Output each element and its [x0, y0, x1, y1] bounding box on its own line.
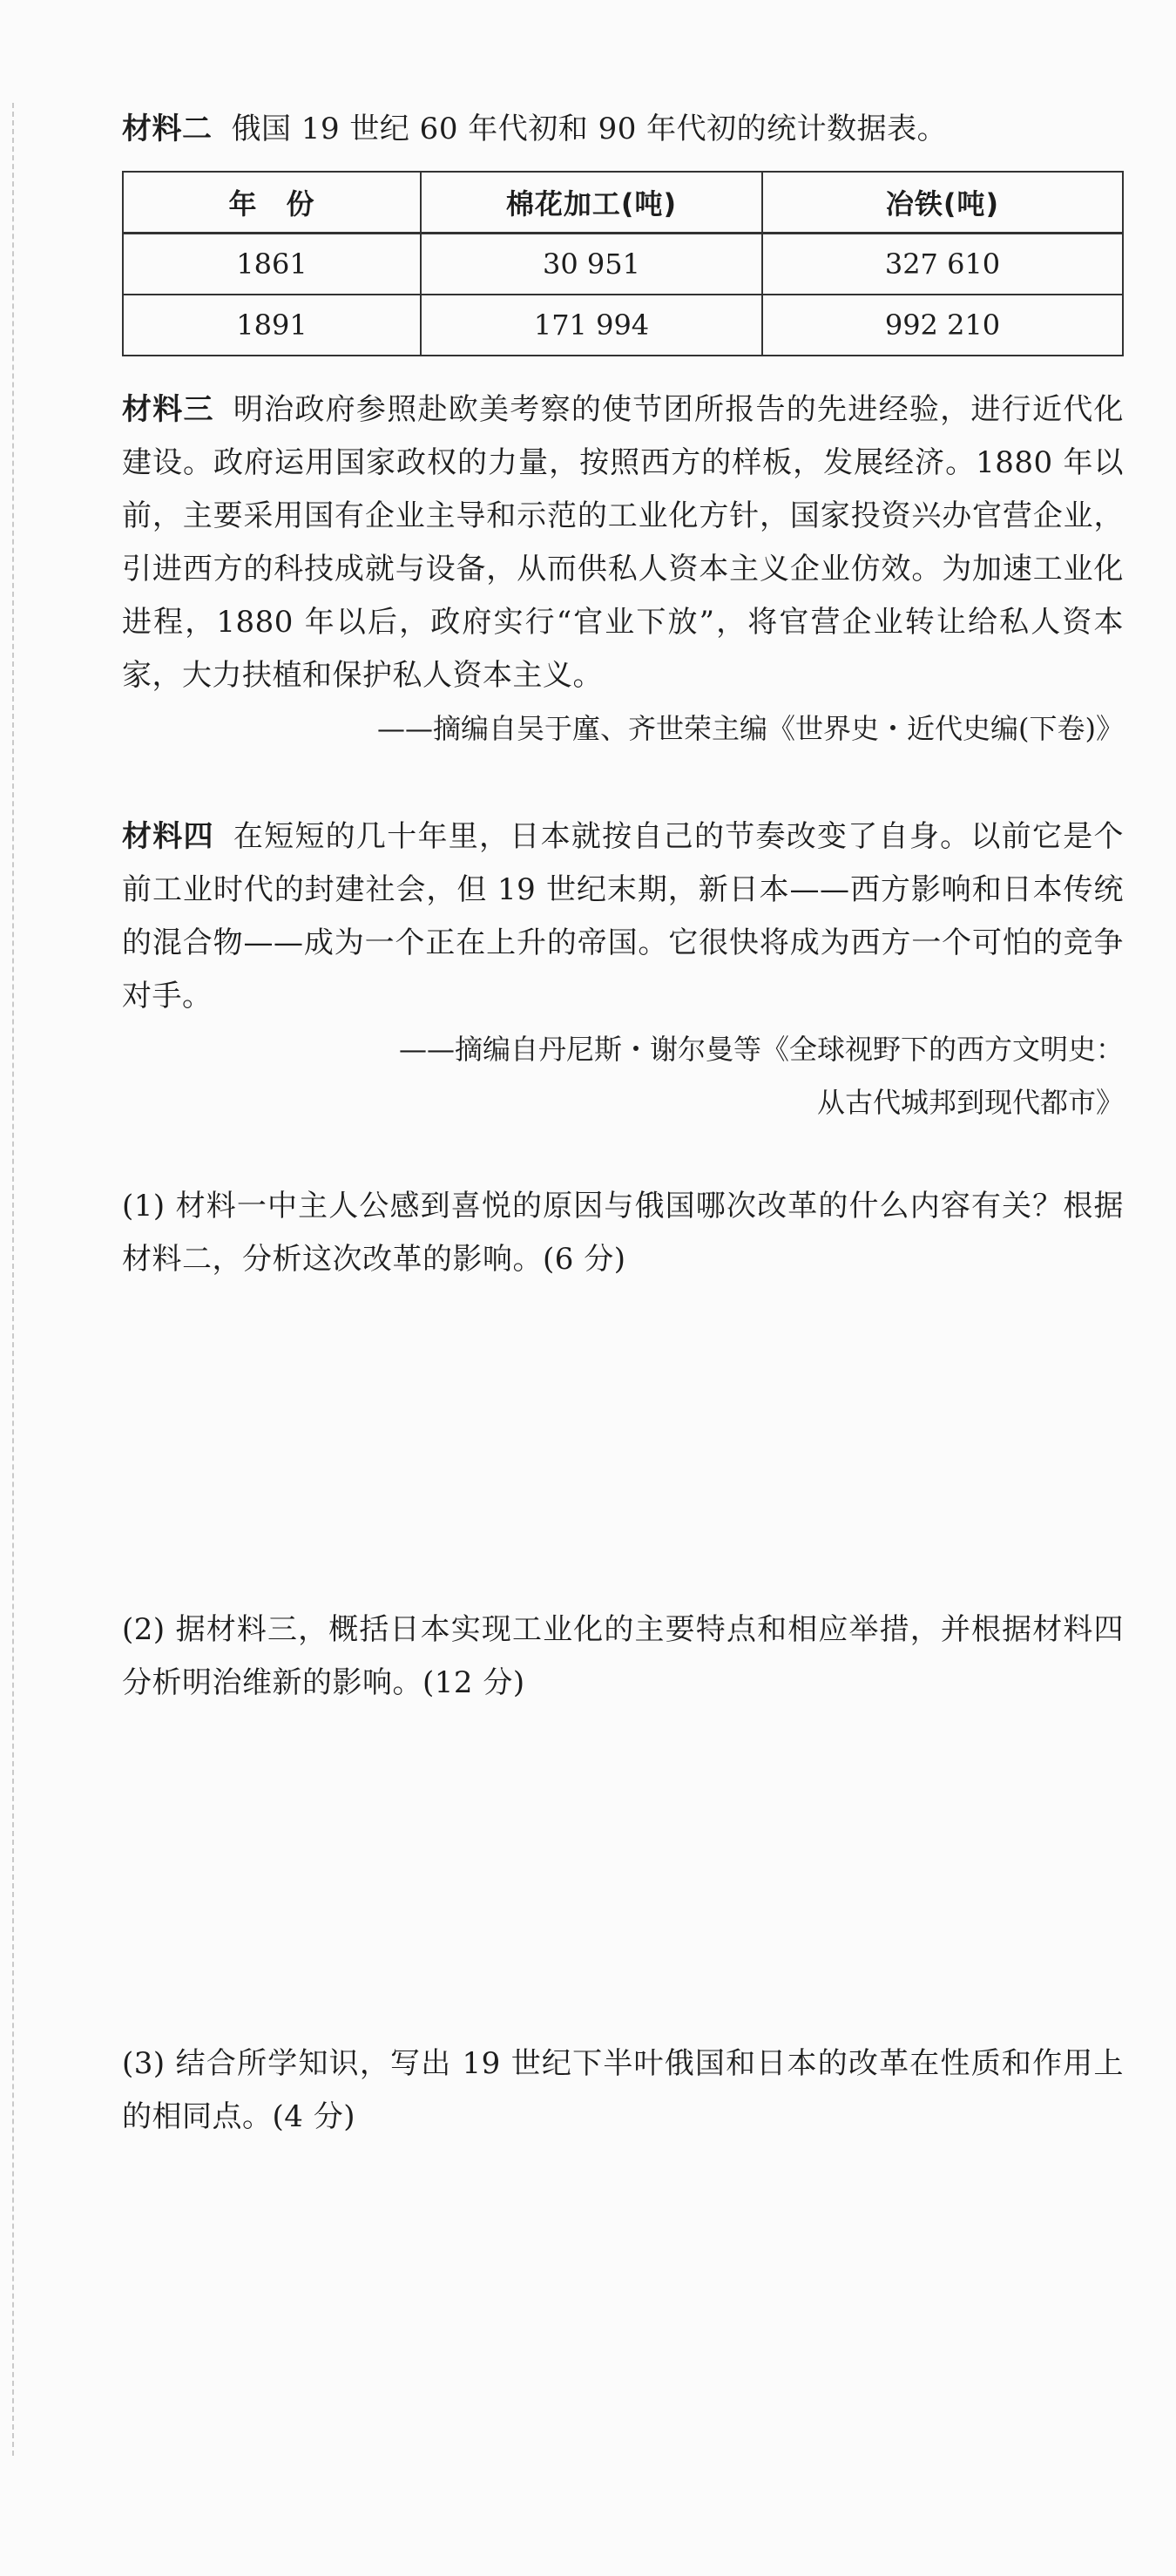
question-1-text: (1) 材料一中主人公感到喜悦的原因与俄国哪次改革的什么内容有关？根据材料二，分析这次改革的影响。(6 分) — [122, 1189, 1124, 1277]
question-3-text: (3) 结合所学知识，写出 19 世纪下半叶俄国和日本的改革在性质和作用上的相同点。(4 分) — [122, 2046, 1124, 2134]
header-cotton: 棉花加工(吨) — [421, 172, 762, 234]
material-4-source-line2: 从古代城邦到现代都市》 — [816, 1086, 1124, 1119]
question-2-text: (2) 据材料三，概括日本实现工业化的主要特点和相应举措，并根据材料四分析明治维新的影响。(12 分) — [122, 1612, 1124, 1700]
material-3 — [122, 383, 1124, 756]
material-4 — [122, 810, 1124, 1129]
table-cell: 30 951 — [421, 234, 762, 295]
material-4-text: 在短短的几十年里，日本就按自己的节奏改变了自身。以前它是个前工业时代的封建社会，但 19 世纪末期，新日本——西方影响和日本传统的混合物——成为一个正在上升的帝国。它很快将成为西方一个可怕的竞争对手。 — [122, 819, 1125, 1013]
material-2 — [122, 103, 1124, 156]
material-3-source: ——摘编自吴于廑、齐世荣主编《世界史・近代史编(下卷)》 — [377, 712, 1124, 745]
statistics-table — [122, 171, 1124, 356]
table-row — [123, 295, 1123, 356]
table-row — [123, 234, 1123, 295]
header-year: 年 份 — [123, 172, 421, 234]
material-2-text: 俄国 19 世纪 60 年代初和 90 年代初的统计数据表。 — [231, 112, 948, 146]
material-4-label: 材料四 — [122, 819, 214, 854]
table-cell: 1891 — [123, 295, 421, 356]
table-cell: 992 210 — [762, 295, 1123, 356]
material-3-text: 明治政府参照赴欧美考察的使节团所报告的先进经验，进行近代化建设。政府运用国家政权的力量，按照西方的样板，发展经济。1880 年以前，主要采用国有企业主导和示范的工业化方针，国家投资兴办官营企业，引进西方的科技成就与设备，从而供私人资本主义企业仿效。为加速工业化进程，1880 年以后，政府实行“官业下放”，将官营企业转让给私人资本家，大力扶植和保护私人资本主义。 — [122, 392, 1125, 693]
table-cell: 171 994 — [421, 295, 762, 356]
table-cell: 327 610 — [762, 234, 1123, 295]
question-1 — [122, 1180, 1124, 1286]
material-2-label: 材料二 — [122, 112, 213, 146]
material-4-source-line1: ——摘编自丹尼斯・谢尔曼等《全球视野下的西方文明史： — [398, 1033, 1124, 1066]
table-header-row — [123, 172, 1123, 234]
header-iron: 冶铁(吨) — [762, 172, 1123, 234]
material-3-label: 材料三 — [122, 392, 214, 427]
question-3 — [122, 2037, 1124, 2144]
question-2 — [122, 1603, 1124, 1710]
table-cell: 1861 — [123, 234, 421, 295]
binding-margin-line — [12, 103, 14, 2456]
